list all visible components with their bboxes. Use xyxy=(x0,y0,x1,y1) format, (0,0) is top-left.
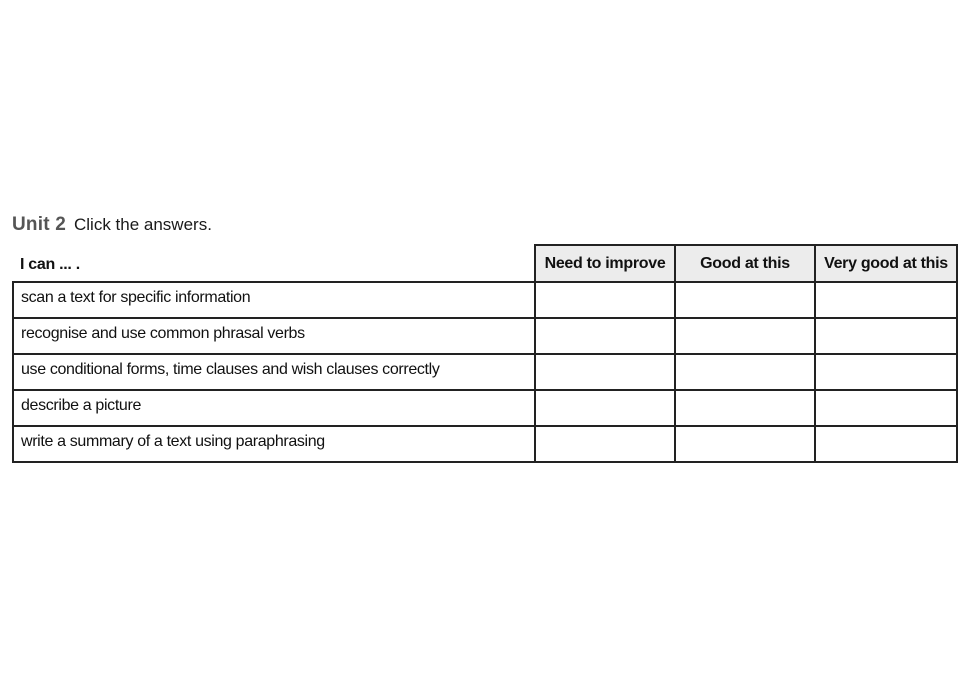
very-good-at-this-header: Very good at this xyxy=(815,245,957,282)
answer-cell-good-at-this[interactable] xyxy=(675,354,815,390)
statement-column-header: I can ... . xyxy=(13,245,535,282)
unit-heading xyxy=(12,214,212,238)
answer-cell-good-at-this[interactable] xyxy=(675,282,815,318)
answer-cell-very-good-at-this[interactable] xyxy=(815,282,957,318)
answer-cell-good-at-this[interactable] xyxy=(675,318,815,354)
statement-text: use conditional forms, time clauses and wish clauses correctly xyxy=(13,354,535,390)
table-header-row xyxy=(13,245,957,282)
table-row xyxy=(13,390,957,426)
answer-cell-need-to-improve[interactable] xyxy=(535,354,675,390)
answer-cell-very-good-at-this[interactable] xyxy=(815,318,957,354)
answer-cell-very-good-at-this[interactable] xyxy=(815,426,957,462)
table-row xyxy=(13,282,957,318)
table-row xyxy=(13,318,957,354)
good-at-this-header: Good at this xyxy=(675,245,815,282)
statement-text: write a summary of a text using paraphrasing xyxy=(13,426,535,462)
self-assessment-table xyxy=(12,244,958,463)
statement-text: describe a picture xyxy=(13,390,535,426)
statement-text: recognise and use common phrasal verbs xyxy=(13,318,535,354)
instruction-text: Click the answers. xyxy=(73,215,212,234)
answer-cell-need-to-improve[interactable] xyxy=(535,282,675,318)
answer-cell-good-at-this[interactable] xyxy=(675,390,815,426)
need-to-improve-header: Need to improve xyxy=(535,245,675,282)
answer-cell-very-good-at-this[interactable] xyxy=(815,354,957,390)
table-row xyxy=(13,426,957,462)
statement-text: scan a text for specific information xyxy=(13,282,535,318)
unit-label: Unit 2 xyxy=(12,214,66,235)
answer-cell-very-good-at-this[interactable] xyxy=(815,390,957,426)
answer-cell-need-to-improve[interactable] xyxy=(535,390,675,426)
answer-cell-need-to-improve[interactable] xyxy=(535,318,675,354)
table-row xyxy=(13,354,957,390)
answer-cell-need-to-improve[interactable] xyxy=(535,426,675,462)
answer-cell-good-at-this[interactable] xyxy=(675,426,815,462)
